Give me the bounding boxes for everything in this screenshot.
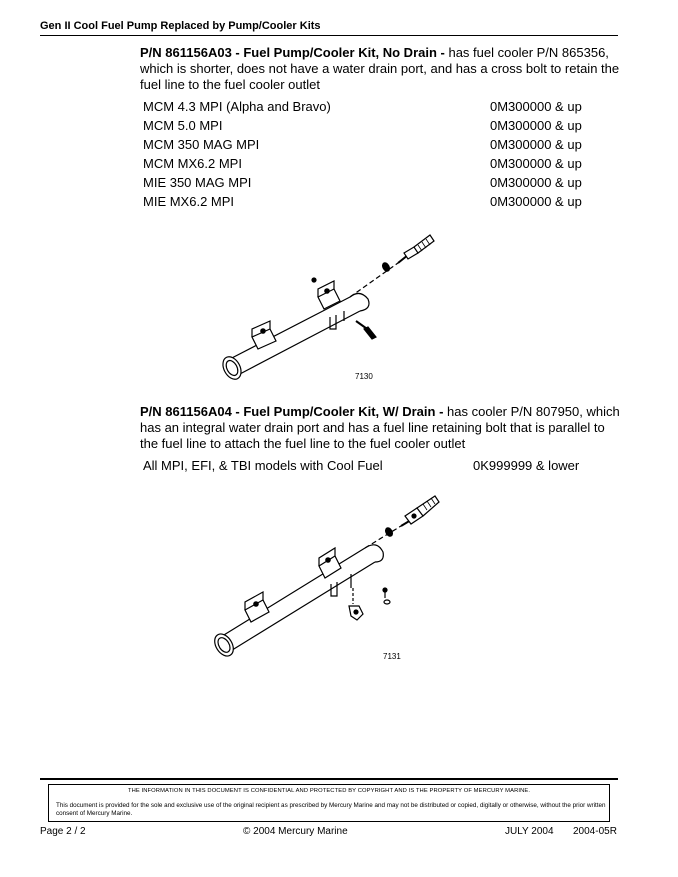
serial-range: 0M300000 & up [490, 194, 582, 209]
header-divider [40, 35, 618, 36]
serial-range: 0M300000 & up [490, 118, 582, 133]
section1-text: has fuel cooler P/N 865356, which is shorter, does not have a water drain port, and has a cross bolt to retain the fuel line to the fuel cooler outlet [140, 45, 620, 92]
fuel-cooler-no-drain-illustration [210, 225, 450, 385]
confidential-notice: THE INFORMATION IN THIS DOCUMENT IS CONFIDENTIAL AND PROTECTED BY COPYRIGHT AND IS THE PROPERTY OF MERCURY MARINE. [127, 788, 531, 794]
serial-range: 0M300000 & up [490, 156, 582, 171]
section2-paragraph [140, 404, 622, 452]
figure-label-7131: 7131 [383, 652, 401, 661]
legal-notice-text: This document is provided for the sole and exclusive use of the original recipient as prescribed by Mercury Marine and may not be distributed or copied, digitally or otherwise, without the prior written consent of Mercury Marine. [56, 802, 606, 817]
document-number: 2004-05R [573, 826, 617, 837]
serial-range: 0M300000 & up [490, 137, 582, 152]
serial-range: 0K999999 & lower [473, 458, 580, 473]
serial-range: 0M300000 & up [490, 175, 582, 190]
copyright: © 2004 Mercury Marine [243, 826, 348, 837]
section1-paragraph [140, 45, 622, 93]
publication-date: JULY 2004 [505, 826, 554, 837]
section2-text: has cooler P/N 807950, which has an integral water drain port and has a fuel line retaining bolt that is parallel to the fuel line to attach the fuel line to the fuel cooler outlet [140, 404, 620, 451]
model-name: MCM MX6.2 MPI [143, 156, 242, 171]
fuel-cooler-with-drain-illustration [205, 488, 450, 663]
section1-heading: P/N 861156A03 - Fuel Pump/Cooler Kit, No Drain - [140, 45, 445, 60]
footer-divider [40, 778, 618, 780]
model-name: MIE MX6.2 MPI [143, 194, 235, 209]
model-name: MCM 350 MAG MPI [143, 137, 260, 152]
page-number: Page 2 / 2 [40, 826, 86, 837]
model-name: MCM 4.3 MPI (Alpha and Bravo) [143, 99, 331, 114]
page-header-title: Gen II Cool Fuel Pump Replaced by Pump/Cooler Kits [40, 20, 321, 32]
figure-label-7130: 7130 [355, 372, 373, 381]
model-name: MIE 350 MAG MPI [143, 175, 252, 190]
section2-heading: P/N 861156A04 - Fuel Pump/Cooler Kit, W/ Drain - [140, 404, 444, 419]
model-name: MCM 5.0 MPI [143, 118, 223, 133]
model-name: All MPI, EFI, & TBI models with Cool Fuel [143, 458, 383, 473]
serial-range: 0M300000 & up [490, 99, 582, 114]
